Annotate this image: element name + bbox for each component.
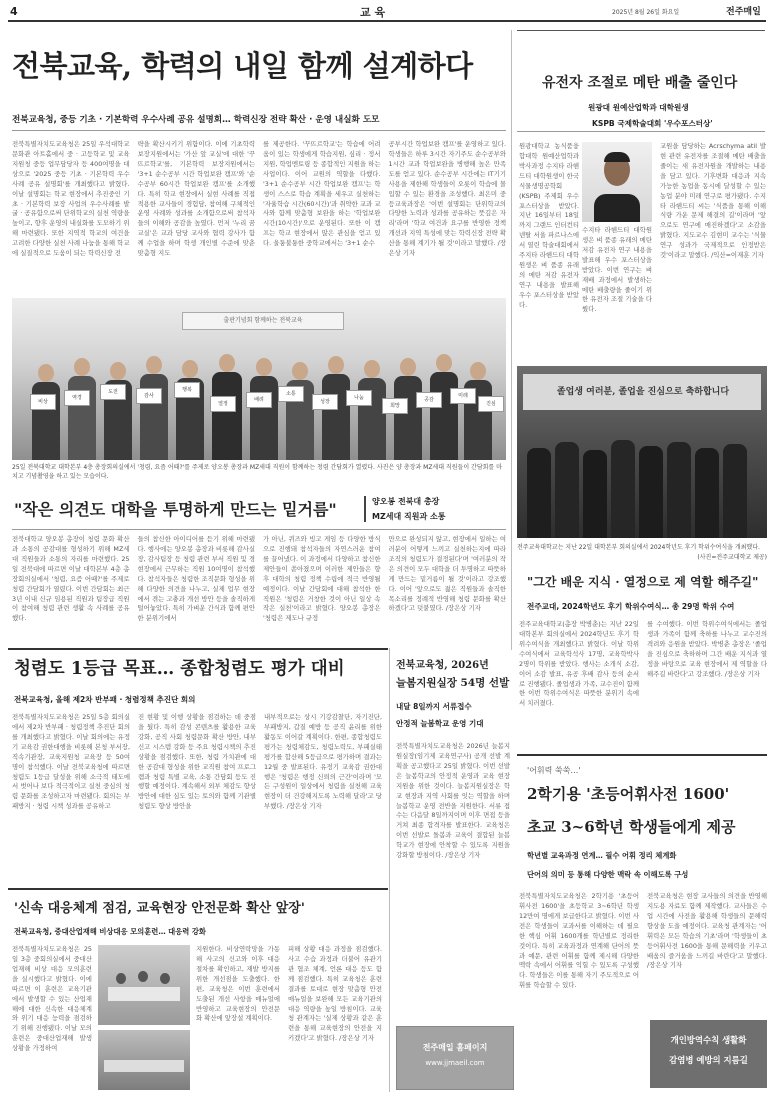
- photo-sign: 진심: [478, 396, 504, 412]
- person-head: [160, 973, 170, 984]
- graduate: [527, 448, 551, 538]
- lead-rule: [12, 130, 506, 131]
- health-ad-line1: 개인방역수칙 생활화: [670, 1035, 747, 1045]
- training-photo: [98, 945, 190, 1025]
- midbox-body: 전북특별자치도교육청은 2026년 늘봄지원실장(임기제 교육연구사) 공개 선발 계획을 공고했다고 25일 밝혔다. 이번 선발은 늘봄학교의 안정적 운영과 교육 현장 지원을 위한 것이다. 늘봄지원실장은 학교 현장과 지역 사회를 잇는 역할을 하며 늘봄학교 운영 전반을 지원한다. 서류 접수는 다음달 8일까지이며 이후 면접 등을 거쳐 최종 합격자를 발표한다. 교육청은 이번 선발로 돌봄과 교육이 결합된 늘봄학교가 현장에 안착할 수 있도록 지원을 강화할 방침이다. /장은상 기자: [396, 742, 510, 860]
- story4-headline: '신속 대응체계 점검, 교육현장 안전문화 확산 앞장': [14, 901, 305, 916]
- person-head: [38, 364, 54, 382]
- person: [394, 376, 422, 460]
- story2-col-4: 만으로 완성되지 않고, 현장에서 일하는 여러분이 어떻게 느끼고 실천하는지에 따라 조직의 청렴도가 결정된다'며 '여러분의 작은 의견이 모두 대학을 더 투명하고 따뜻하게 만드는 밑거름이 될 것'이라고 강조했다. 이어 '앞으로도 젊은 직원들과 솔직한 목소리를 정례적 반영해 청렴 문화를 확산하겠다'고 덧붙였다. /장은상 기자: [388, 535, 506, 613]
- person-head: [436, 354, 452, 372]
- health-ad-box: [650, 1020, 767, 1088]
- graduation-banner-text: 졸업생 여러분, 졸업을 진심으로 축하합니다: [556, 387, 730, 397]
- photo-sign: 성장: [312, 394, 338, 410]
- person: [250, 376, 278, 460]
- issue-date: 2025년 8월 26일 화요일: [612, 9, 680, 16]
- rs3-sub1: 학년별 교육과정 연계… 필수 어휘 정리 체계화: [527, 851, 677, 860]
- person-head: [256, 358, 272, 376]
- story2-col-3: 가 아닌, 퀴즈와 빙고 게임 등 다양한 방식으로 진행돼 참석자들의 자연스러운 참여를 끌어냈다. 이 과정에서 다양하고 참신한 제안들이 쏟아졌으며 이러한 제안들은 향후 대학의 청렴 정책 수립에 적극 반영될 예정이다. 이날 간담회에 대해 참석한 한 직원은 '청렴은 거창한 것이 아닌 일상 속 작은 실천'이라고 밝혔다. 양오봉 총장은 '청렴은 제도나 규정: [263, 535, 381, 623]
- lead-col-3: 를 제공한다. '꾸뜨르학교'는 학습에 어려움이 있는 학생에게 학습지원, 심리 · 정서 지원, 학업멘토링 등 종합적인 지원을 하는 사업이다. 이어 교원의 역할을 다했다. '3+1 순수공부 시간 학업보완 캠프'는 학생이 스스로 학습 계획을 세우고 실천하는 '자율학습 시간(60시간)'과 취약한 교과 교사와 함께 맞춤형 보완을 하는 '학업보완 시간(10시간)'으로 운영된다. 또한 이 캠프는 학교 현장에서 많은 관심을 얻고 있다. 울퉁불퉁한 중학교에서는 '3+1 순수: [263, 140, 381, 248]
- midbox-sub1: 내달 8일까지 서류접수: [396, 702, 472, 711]
- header-rule: [8, 20, 766, 22]
- rs2-subhead: 전주교대, 2024학년도 후기 학위수여식… 총 29명 학위 수여: [527, 602, 735, 611]
- graduate: [611, 440, 635, 538]
- rs3-headline2: 초교 3~6학년 학생들에게 제공: [527, 818, 736, 836]
- meeting-table: [104, 1060, 184, 1072]
- graduate: [555, 442, 579, 538]
- rt-headline: 유전자 조절로 메탄 배출 줄인다: [542, 75, 738, 91]
- story2-col-2: 들의 참신한 아이디어를 듣기 위해 마련됐다. 행사에는 양오봉 총장과 비롯해 감사실장, 감사팀장 등 청렴 관련 부서 직원 및 경 현장에서 근무하는 직원 10여명이 참석했다. 참석자들은 청렴한 조직문화 형성을 위해 다양한 의견을 나누고, 실제 업무 현장에서 겪는 고충과 개선 방안 등을 솔직하게 털어놓았다. 특히 가벼운 간식과 함께 편안한 분위기에서: [137, 535, 255, 623]
- section-rule: [8, 648, 388, 650]
- photo-sign: 나눔: [346, 390, 372, 406]
- story2-headline: "작은 의견도 대학을 투명하게 만드는 밑거름": [14, 500, 337, 519]
- photo-sign: 도전: [100, 384, 126, 400]
- story3-headline: 청렴도 1등급 목표… 종합청렴도 평가 대비: [14, 659, 345, 679]
- rs3-body: [519, 892, 767, 1014]
- section-rule: [8, 888, 388, 890]
- graduate: [723, 444, 747, 538]
- column-divider: [511, 30, 512, 650]
- person-head: [116, 973, 126, 984]
- midbox-headline: 늘봄지원실장 54명 선발: [396, 677, 510, 689]
- rt-author: 원광대 원예산업학과 대학원생: [588, 103, 689, 112]
- column-divider: [389, 648, 390, 1092]
- page-number: 4: [10, 5, 18, 18]
- story4-col-1: 전북특별자치도교육청은 25일 3층 중회의실에서 중대산업재해 비상 대응 모의훈련을 실시했다고 밝혔다. 이에 따르면 이 훈련은 교육기관에서 발생할 수 있는 산업재해에 대한 신속한 대응체계와 위기 대응 능력을 점검하기 위해 진행됐다. 이날 모의훈련은 중대산업재해 발생 상황을 가정하여: [12, 945, 92, 1053]
- graduate: [583, 450, 607, 538]
- person-head: [138, 971, 148, 982]
- photo-sign: 비상: [30, 394, 56, 410]
- portrait-body: [594, 194, 640, 222]
- graduate: [639, 446, 663, 538]
- person-head: [74, 358, 90, 376]
- lead-col-4: 공부시간 학업보완 캠프'를 운영하고 있다. 학생들은 하루 3시간 자기주도 순수공부와 1시간 교과 학업보완을 병행해 높은 만족도를 얻고 있다. 순수공부 시간에는 IT기기 사용을 제한해 학생들이 오롯이 학습에 몰입할 수 있는 환경을 조성했다. 최은미 중등교육과장은 '이번 설명회는 단위학교의 다양한 노력과 성과를 공유하는 뜻깊은 자리'라며 '학교 여건과 요구를 반영한 정책 개선과 지역 특성에 맞는 학력신장 전략 확산을 통해 계기가 될 것'이라고 말했다. /장은상 기자: [388, 140, 506, 258]
- rs3-col-1: 전북특별자치도교육청은 2학기용 '초등어휘사전 1600'을 초등학교 3~6학년 학생 12만여 명에게 보급한다고 밝혔다. 이번 사전은 학생들이 교과서를 이해하는 데 필요한 핵심 어휘 1600개를 학년별로 정리한 것이다. 특히 교육과정과 연계해 단어의 뜻과 예문, 관련 어휘를 함께 제시해 다양한 맥락 속에서 어휘를 익힐 수 있도록 구성했다. 학생들은 이를 통해 자기 주도적으로 어휘를 학습할 수 있다.: [519, 892, 639, 990]
- story4-subhead: 전북교육청, 중대산업재해 비상대응 모의훈련… 대응력 강화: [14, 927, 206, 936]
- section-rule: [517, 754, 767, 756]
- lead-col-2: 략을 확산시키기 위함이다. 이에 기초학력 보장지원에서는 '가산 앞 교실'에 대한 '꾸뜨르학교'를, 기본학력 보장지원에서는 '3+1 순수공부 시간 학업보완 캠프'와 '순수공부 60시간 학업보완 캠프'를 소개했다. 특히 학교 현장에서 실현 사례를 직접 적용한 교사들이 경험담, 참여해 구체적인 운영 사례와 성과를 소개함으로써 참석자들의 이해와 공감을 높였다. 먼저 '누리 꿈교실'은 교과 담당 교사와 협력 강사가 함께 수업을 하며 학생 개인별 수준에 맞춘 맞춤형 지도: [137, 140, 255, 258]
- story2-body: [12, 535, 506, 645]
- story2-tag1: 양오봉 전북대 총장: [372, 497, 440, 506]
- person-head: [219, 354, 235, 372]
- person-head: [470, 362, 486, 380]
- photo-sign: 희망: [382, 398, 408, 414]
- story2-tag2: MZ세대 직원과 소통: [372, 512, 446, 521]
- rt-mid-col: 수지타 라헨드티 대학원생은 벼 품종 유래의 메탄 저감 유전자 연구 내용을 발표해 우수 포스터상을 받았다. 이번 연구는 벼 재배 과정에서 발생하는 메탄 배출량을 줄이기 위한 유전자 조절 기술을 다뤘다.: [582, 226, 652, 314]
- story3-subhead: 전북교육청, 올해 제2차 반부패 · 청렴정책 추진단 회의: [14, 695, 196, 704]
- midbox-sub2: 안정적 늘봄학교 운영 기대: [396, 719, 484, 728]
- rs3-kicker: '어휘력 쑥쑥…': [527, 766, 581, 775]
- portrait-hair: [604, 152, 630, 162]
- photo-banner: 출판기념회 함께하는 전북교육: [182, 312, 344, 330]
- meeting-table: [108, 987, 180, 1001]
- rs3-headline: 2학기용 '초등어휘사전 1600': [527, 785, 730, 803]
- midbox-kicker: 전북교육청, 2026년: [396, 660, 489, 671]
- photo-sign: 열정: [210, 396, 236, 412]
- lead-headline: 전북교육, 학력의 내일 함께 설계하다: [12, 49, 473, 83]
- rs2-col-2: 를 수여했다. 이번 학위수여식에서는 졸업생과 가족이 함께 축하를 나누고 교수진의 격려와 응원을 받았다. 박병춘 총장은 '졸업을 진심으로 축하하며 그간 배운 지식과 열정을 바탕으로 교육 현장에서 제 역할을 다해주길 바란다'고 강조했다. /장은상 기자: [647, 620, 767, 678]
- rt-right-col: 교원을 담당하는 Acrschyma atil 발현 관련 유전자를 조절해 메탄 배출을 줄이는 새 유전자원을 개발하는 내용을 담고 있다. 기후변화 대응과 지속 가능한 농업을 동시에 달성할 수 있는 농업 분야 미래 연구로 평가됐다. 수지타 라헨드티 씨는 '식품을 통해 이해 식량 가운 문제 해결의 길'이라며 '앞으로도 연구에 매진하겠다'고 소감을 밝혔다. 지도교수 김현미 교수는 '식물 연구 성과가 국제적으로 인정받은 것'이라고 말했다. /익산=이재훈 기자: [660, 142, 766, 260]
- graduation-credit: (사진=전주교대학교 제공): [697, 554, 767, 561]
- person-head: [292, 362, 308, 380]
- website-url[interactable]: www.jjmaeil.com: [425, 1059, 485, 1067]
- section-title: 교 육: [360, 6, 386, 19]
- person-head: [400, 358, 416, 376]
- graduate: [695, 448, 719, 538]
- photo-sign: 역경: [64, 390, 90, 406]
- health-ad-line2: 감염병 예방의 지름길: [669, 1055, 748, 1065]
- photo-sign: 배려: [246, 392, 272, 408]
- lead-body: [12, 140, 506, 290]
- person: [430, 372, 458, 460]
- paper-name: 전주매일: [726, 7, 761, 17]
- story2-col-1: 전북대학교 양오봉 총장이 청렴 문화 확산과 소통의 공감대를 형성하기 위해 MZ세대 직원들과 소통의 자리를 마련했다. 25일 전북대에 따르면 이날 대학본부 4층 총장회의실에서 '청렴, 요즘 어때?'를 주제로 청렴 간담회가 열렸다. 이번 간담회는 최근 3년 이내 신규 임용된 직원과 팀장급 직원이 참여해 청렴 관련 생활 속 사례를 공유했다.: [12, 535, 130, 623]
- training-photo: [98, 1030, 190, 1090]
- story4-col-3: 지원한다. 비상연락망을 가동해 사고의 신고와 이후 대응 절차를 확인하고, 재발 방지를 위한 개선점을 도출했다. 한편, 교육청은 이번 훈련에서 도출된 개선 사항을 매뉴얼에 반영하고 교육현장의 안전문화 확산에 앞장설 계획이다.: [196, 945, 280, 1023]
- story4-col-4: 피해 상황 대응 과정을 점검했다. 사고 수습 과정과 더불어 유관기관 협조 체계, 언론 대응 등도 함께 점검했다. 특히 교육청은 훈련 결과를 토대로 현장 맞춤형 안전 매뉴얼을 보완해 모든 교육기관의 대응 역량을 높일 방침이다. 교육청 관계자는 '실제 상황과 같은 훈련을 통해 교육현장의 안전을 지키겠다'고 밝혔다. /장은상 기자: [288, 945, 382, 1043]
- lead-col-1: 전북특별자치도교육청은 25일 우석대학교 문화관 아트홀에서 중 · 고등학교 및 교육지원청 중등 업무담당자 등 400여명을 대상으로 '2025 중등 기초 · 기본학력 우수사례 공유 설명회'를 개최했다고 밝혔다. 이날 설명회는 학교 현장에서 추진중인 기초 · 기본학력 보장 사업의 우수사례를 발굴 · 공유함으로써 단위학교의 실천 역량을 높이고, 향후 운영의 내실화를 도모하기 위해 마련됐다. 또한 지역적 학교의 여건을 고려한 다양한 실천 사례 나눔을 통해 학교에 실질적으로 도움이 되는 학력신장 전: [12, 140, 130, 258]
- person-head: [364, 360, 380, 378]
- story3-col-2: 진 현황 및 이행 상황을 점검하는 데 중점을 뒀다. 특히 감성 콘텐츠를 활용한 교육 강화, 공직 사회 청렴문화 확산 방안, 내부 신고 시스템 강화 등 주요 청렴시책의 추진 상황을 점검했다. 또한, 청렴 가치관에 대한 공감대 형성을 위한 교직원 참여 프로그램과 청렴 특별 교육, 소통 간담회 등도 진행할 예정이다. 계속해서 외부 체감도 향상 방안에 대한 심도 있는 토의와 함께 기관별 청렴도 향상 방안을: [138, 713, 256, 811]
- photo-sign: 소통: [278, 386, 304, 402]
- group-photo: [12, 298, 506, 460]
- story2-rule: [12, 529, 506, 530]
- lead-subhead: 전북교육청, 중등 기초 · 기본학력 우수사례 공유 설명회… 학력신장 전략 확산 · 운영 내실화 도모: [12, 115, 380, 125]
- person: [68, 376, 96, 460]
- graduation-caption: 전주교육대학교는 지난 22일 대학본부 회의실에서 2024학년도 후기 학위수여식을 개최했다.: [517, 544, 760, 551]
- rs3-sub2: 단어의 의미 등 통해 다양한 맥락 속 이해도록 구성: [527, 870, 689, 879]
- story2-divider: [364, 496, 366, 522]
- website-label: 전주매일 홈페이지: [422, 1043, 488, 1052]
- story3-col-1: 전북특별자치도교육청은 25일 5층 회의실에서 제2차 반부패 · 청렴정책 추진단 회의를 개최했다고 밝혔다. 이날 회의에는 유정기 교육감 권한대행을 비롯해 본청 부서장, 직속기관장, 교육지원청 교육장 등 50여 명이 참석했다. 이날 전북교육청에 따르면 청렴도 1등급 달성을 위해 소극적 태도에서 벗어나 보다 적극적이고 실천 중심의 청렴 문화를 조성하고자 마련됐다. 회의는 부패방지 · 청렴 시책 성과를 공유하고: [12, 713, 130, 811]
- website-box: [396, 1026, 514, 1090]
- photo-sign: 행복: [174, 382, 200, 398]
- rt-award: KSPB 국제학술대회 '우수포스터상': [592, 119, 713, 128]
- person-head: [110, 362, 126, 380]
- person: [212, 372, 242, 460]
- person-head: [146, 356, 162, 374]
- portrait-photo: [582, 142, 652, 222]
- graduate: [667, 442, 691, 538]
- story3-col-3: 내부적으로는 상시 기강감찰단, 자기진단, 부패방지, 갑질 예방 등 공직 윤리를 위한 활동도 이어갈 계획이다. 한편, 종합청렴도 평가는 청렴체감도, 청렴노력도, 부패실태 평가를 합산해 5등급으로 평가하며 결과는 12월 중 발표된다. 유정기 교육감 권한대행은 '청렴은 행정 신뢰의 근간'이라며 '모든 구성원이 일상에서 청렴을 실천해 교육 현장이 더 건강해지도록 노력해 달라'고 당부했다. /장은상 기자: [264, 713, 382, 811]
- person-head: [182, 360, 198, 378]
- photo-sign: 감사: [136, 388, 162, 404]
- person-head: [328, 356, 344, 374]
- person: [140, 374, 168, 460]
- graduation-photo: [517, 366, 767, 538]
- photo-sign: 미래: [450, 388, 476, 404]
- rs2-headline: "그간 배운 지식 · 열정으로 제 역할 해주길": [527, 575, 759, 589]
- photo-sign: 공감: [416, 392, 442, 408]
- story3-body: [12, 713, 382, 885]
- person: [322, 374, 350, 460]
- rt-left-col: 원광대학교 농식품융합대학 원예산업학과 박사과정 수지타 라헨드티 대학원생이 한국식물생명공학회(KSPB) 주제회 우수포스터상을 받았다. 지난 16일부터 18일까지 그랜드 인터컨티넨탈 서울 파르나스에서 열린 학술대회에서 주지타 라헨드티 대학원생은 벼 품종 유래의 메탄 저감 유전자 연구 내용을 발표해 우수 포스터상을 받았다.: [519, 142, 579, 309]
- photo1-caption: 25일 전북대학교 대학본부 4층 총장회의실에서 '청렴, 요즘 어때?'를 주제로 양오봉 총장과 MZ세대 직원이 함께하는 청렴 간담회가 열렸다. 사진은 양 총장과 MZ세대 직원들이 간담회를 마치고 기념촬영을 하고 있는 모습이다.: [12, 464, 502, 480]
- rs2-body: [519, 620, 767, 746]
- rs3-col-2: 전북교육청은 현장 교사들의 의견을 반영해 지도용 자료도 함께 제작했다. 교사들은 수업 시간에 사전을 활용해 학생들의 문해력 향상을 도울 예정이다. 교육청 관계자는 '어휘력은 모든 학습의 기초'라며 '학생들이 초등어휘사전 1600을 통해 문해력을 키우고 배움의 즐거움을 느끼길 바란다'고 말했다. /장은상 기자: [647, 892, 767, 970]
- rs2-col-1: 전주교육대학교(총장 박병춘)는 지난 22일 대학본부 회의실에서 2024학년도 후기 학위수여식을 개최했다고 밝혔다. 이날 학위수여식에서 교육학석사 17명, 교육학박사 2명이 학위를 받았다. 행사는 소개식 소감, 이어 소감 발표, 유공 후배 감사 등의 순서로 진행됐다. 졸업생과 가족, 교수진이 함께한 이번 학위수여식은 따뜻한 분위기 속에서 치러졌다.: [519, 620, 639, 708]
